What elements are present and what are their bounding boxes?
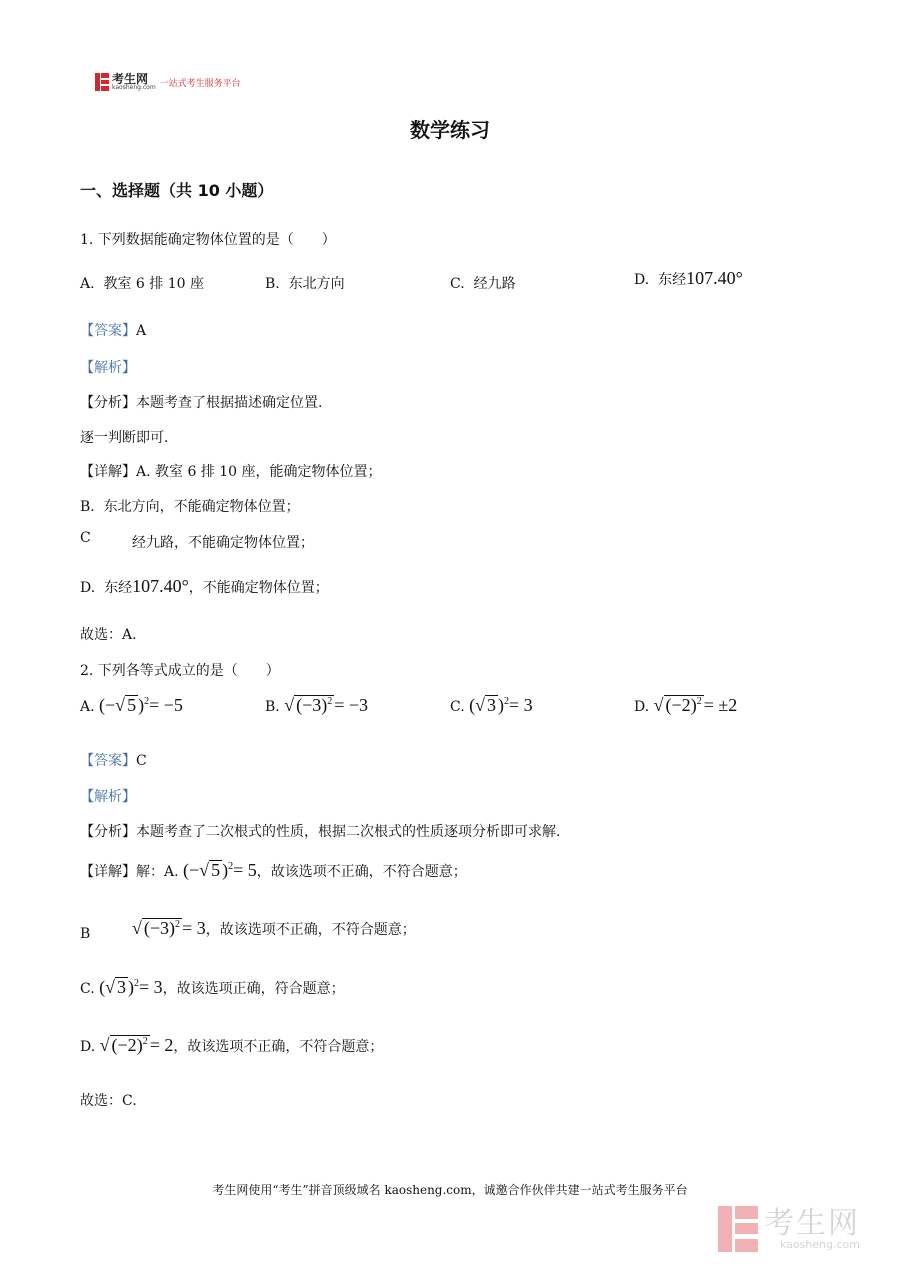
q2-detail-b-text: ，故该选项不正确，不符合题意； bbox=[205, 922, 416, 938]
q2-option-c-math: = 3 bbox=[509, 695, 533, 715]
q1-conclusion: 故选：A. bbox=[80, 627, 137, 643]
sqrt-sign: √ bbox=[132, 918, 142, 938]
q1-detail-d-pre: 东经 bbox=[104, 580, 133, 596]
q1-option-d-label: D. bbox=[634, 272, 650, 288]
header-logo bbox=[95, 71, 241, 93]
inner-value: −2 bbox=[671, 695, 691, 715]
answer-tag: 【答案】 bbox=[80, 323, 136, 339]
paren-left: ( bbox=[99, 695, 106, 715]
paren-right: ) bbox=[136, 1035, 143, 1055]
paren-right: ) bbox=[321, 695, 328, 715]
paren-left: ( bbox=[183, 860, 190, 880]
q2-option-a-math: = −5 bbox=[149, 695, 183, 715]
q1-option-c bbox=[450, 273, 516, 293]
exponent: 2 bbox=[696, 696, 702, 707]
inner-value: −3 bbox=[302, 695, 322, 715]
q2-answer-value: C bbox=[136, 753, 147, 769]
minus-sign: − bbox=[189, 860, 200, 880]
radicand bbox=[142, 918, 182, 938]
q1-detail-d-post: ，不能确定物体位置； bbox=[188, 580, 329, 596]
q1-option-b-text: 东北方向 bbox=[288, 276, 345, 292]
q1-option-d-math: 107.40° bbox=[686, 268, 743, 288]
q2-detail-a bbox=[80, 860, 467, 881]
expr-sqrt-neg2-squared bbox=[100, 1035, 174, 1055]
paren-right: ) bbox=[222, 860, 229, 880]
q1-option-d bbox=[634, 268, 743, 289]
expr-sqrt3-squared bbox=[99, 977, 163, 997]
q2-detail-d-label: D. bbox=[80, 1039, 96, 1055]
q2-option-b-math: = −3 bbox=[334, 695, 369, 715]
q1-option-b-label: B. bbox=[265, 276, 280, 292]
answer-tag: 【答案】 bbox=[80, 753, 136, 769]
paren-left: ( bbox=[99, 977, 106, 997]
q2-detail-c-label: C. bbox=[80, 981, 95, 997]
q1-detail-c-text: 经九路，不能确定物体位置； bbox=[132, 535, 314, 551]
q2-stem: 2. 下列各等式成立的是（ ） bbox=[80, 663, 280, 679]
expr-neg-sqrt5-squared bbox=[99, 695, 183, 715]
expr-sqrt-neg3-squared bbox=[284, 695, 368, 715]
inner-value: −2 bbox=[117, 1035, 137, 1055]
q2-detail-d-math: = 2 bbox=[149, 1035, 174, 1055]
inner-value: −3 bbox=[149, 918, 170, 938]
sqrt-sign: √ bbox=[653, 695, 664, 715]
section-heading: 一、选择题（共 10 小题） bbox=[80, 181, 274, 200]
q2-detail-b-math: = 3 bbox=[182, 918, 206, 938]
q2-option-d-label: D. bbox=[634, 699, 650, 715]
expr-neg-sqrt5-squared bbox=[183, 860, 257, 880]
expr-sqrt-neg3-squared bbox=[132, 918, 206, 938]
q1-detail-b-text: 东北方向，不能确定物体位置； bbox=[103, 499, 300, 515]
paren-left: ( bbox=[665, 695, 672, 715]
sqrt-sign: √ bbox=[199, 860, 210, 880]
q1-detail-d-label: D. bbox=[80, 580, 96, 596]
exponent: 2 bbox=[228, 861, 234, 872]
exponent: 2 bbox=[142, 1036, 148, 1047]
exponent: 2 bbox=[175, 919, 181, 930]
q2-option-b bbox=[265, 695, 368, 716]
q1-fenxi-text: 本题考查了根据描述确定位置. bbox=[136, 395, 323, 411]
q2-detail-d-text: ，故该选项不正确，不符合题意； bbox=[173, 1039, 384, 1055]
paren-left: ( bbox=[111, 1035, 118, 1055]
paren-left: ( bbox=[469, 695, 476, 715]
q2-option-d-math: = ±2 bbox=[703, 695, 738, 715]
radicand bbox=[664, 695, 704, 715]
q2-detail-c bbox=[80, 977, 345, 998]
watermark bbox=[718, 1206, 860, 1252]
q2-option-a bbox=[80, 695, 183, 716]
sqrt-sign: √ bbox=[115, 695, 126, 715]
q1-option-b bbox=[265, 273, 345, 293]
q2-option-a-label: A. bbox=[80, 699, 95, 715]
q1-analysis-tag: 【解析】 bbox=[80, 360, 136, 376]
paren-left: ( bbox=[143, 918, 150, 938]
q2-option-d bbox=[634, 695, 737, 716]
sqrt-sign: √ bbox=[99, 1035, 110, 1055]
q2-detail-c-math: = 3 bbox=[139, 977, 163, 997]
q2-detail-c-text: ，故该选项正确，符合题意； bbox=[162, 981, 345, 997]
q1-answer-value: A bbox=[136, 323, 147, 339]
q2-option-b-label: B. bbox=[265, 699, 280, 715]
radicand bbox=[294, 695, 334, 715]
logo-mark-icon bbox=[95, 73, 109, 91]
paren-right: ) bbox=[498, 695, 505, 715]
q2-detail-prefix: 解：A. bbox=[136, 864, 179, 880]
paren-right: ) bbox=[128, 977, 135, 997]
expr-sqrt-neg2-squared bbox=[654, 695, 738, 715]
q1-option-a-text: 教室 6 排 10 座 bbox=[103, 276, 204, 292]
sqrt-sign: √ bbox=[284, 695, 295, 715]
exponent: 2 bbox=[504, 696, 510, 707]
q1-option-a-label: A. bbox=[80, 276, 95, 292]
logo-slogan: 一站式考生服务平台 bbox=[159, 78, 241, 89]
logo-domain: kaosheng.com bbox=[112, 84, 156, 91]
watermark-brand: 考生网 bbox=[764, 1205, 860, 1241]
q1-detail-c-label: C bbox=[80, 530, 91, 546]
q2-fenxi-text: 本题考查了二次根式的性质，根据二次根式的性质逐项分析即可求解. bbox=[136, 824, 561, 840]
q1-answer bbox=[80, 320, 146, 340]
q1-detail-a-text: A. 教室 6 排 10 座，能确定物体位置； bbox=[136, 464, 382, 480]
sqrt-sign: √ bbox=[475, 695, 486, 715]
exponent: 2 bbox=[144, 696, 150, 707]
detail-tag: 【详解】 bbox=[80, 864, 136, 880]
sqrt-sign: √ bbox=[105, 977, 116, 997]
q1-fenxi-2: 逐一判断即可. bbox=[80, 430, 169, 446]
logo-brand: 考生网 bbox=[112, 72, 149, 86]
q1-stem: 1. 下列数据能确定物体位置的是（ ） bbox=[80, 232, 336, 248]
q2-detail-a-math: = 5 bbox=[233, 860, 257, 880]
q2-conclusion: 故选：C. bbox=[80, 1093, 137, 1109]
minus-sign: − bbox=[105, 695, 116, 715]
q2-fenxi bbox=[80, 821, 560, 841]
radicand bbox=[110, 1035, 150, 1055]
page-footer: 考生网使用“考生”拼音顶级域名 kaosheng.com，诚邀合作伙伴共建一站式考生服务平台 bbox=[212, 1183, 688, 1197]
q2-option-c-label: C. bbox=[450, 699, 465, 715]
paren-right: ) bbox=[138, 695, 145, 715]
radicand: 3 bbox=[487, 695, 497, 715]
q1-fenxi bbox=[80, 392, 322, 412]
q1-option-a bbox=[80, 273, 204, 293]
q1-option-c-label: C. bbox=[450, 276, 465, 292]
q1-detail-d-math: 107.40° bbox=[132, 576, 189, 596]
exponent: 2 bbox=[134, 978, 140, 989]
radicand: 5 bbox=[127, 695, 137, 715]
q1-option-d-text: 东经 bbox=[658, 272, 687, 288]
watermark-mark-icon bbox=[718, 1206, 758, 1252]
q1-detail-d bbox=[80, 576, 329, 597]
q2-option-c bbox=[450, 695, 533, 716]
detail-tag: 【详解】 bbox=[80, 464, 136, 480]
expr-sqrt3-squared bbox=[469, 695, 533, 715]
radicand: 3 bbox=[117, 977, 127, 997]
watermark-domain: kaosheng.com bbox=[779, 1237, 860, 1251]
radicand: 5 bbox=[211, 860, 221, 880]
q2-answer bbox=[80, 750, 147, 770]
q1-detail-a bbox=[80, 461, 382, 481]
q2-detail-a-text: ，故该选项不正确，不符合题意； bbox=[256, 864, 467, 880]
paren-right: ) bbox=[169, 918, 176, 938]
fenxi-tag: 【分析】 bbox=[80, 824, 136, 840]
paren-right: ) bbox=[690, 695, 697, 715]
q2-detail-d bbox=[80, 1035, 383, 1056]
q2-analysis-tag: 【解析】 bbox=[80, 789, 136, 805]
page-title: 数学练习 bbox=[410, 118, 490, 142]
q1-detail-b-label: B. bbox=[80, 499, 95, 515]
exponent: 2 bbox=[327, 696, 333, 707]
fenxi-tag: 【分析】 bbox=[80, 395, 136, 411]
q1-option-c-text: 经九路 bbox=[473, 276, 516, 292]
paren-left: ( bbox=[296, 695, 303, 715]
q1-detail-b bbox=[80, 496, 300, 516]
q2-detail-b-label: B bbox=[80, 926, 91, 942]
q2-detail-b bbox=[132, 918, 416, 939]
